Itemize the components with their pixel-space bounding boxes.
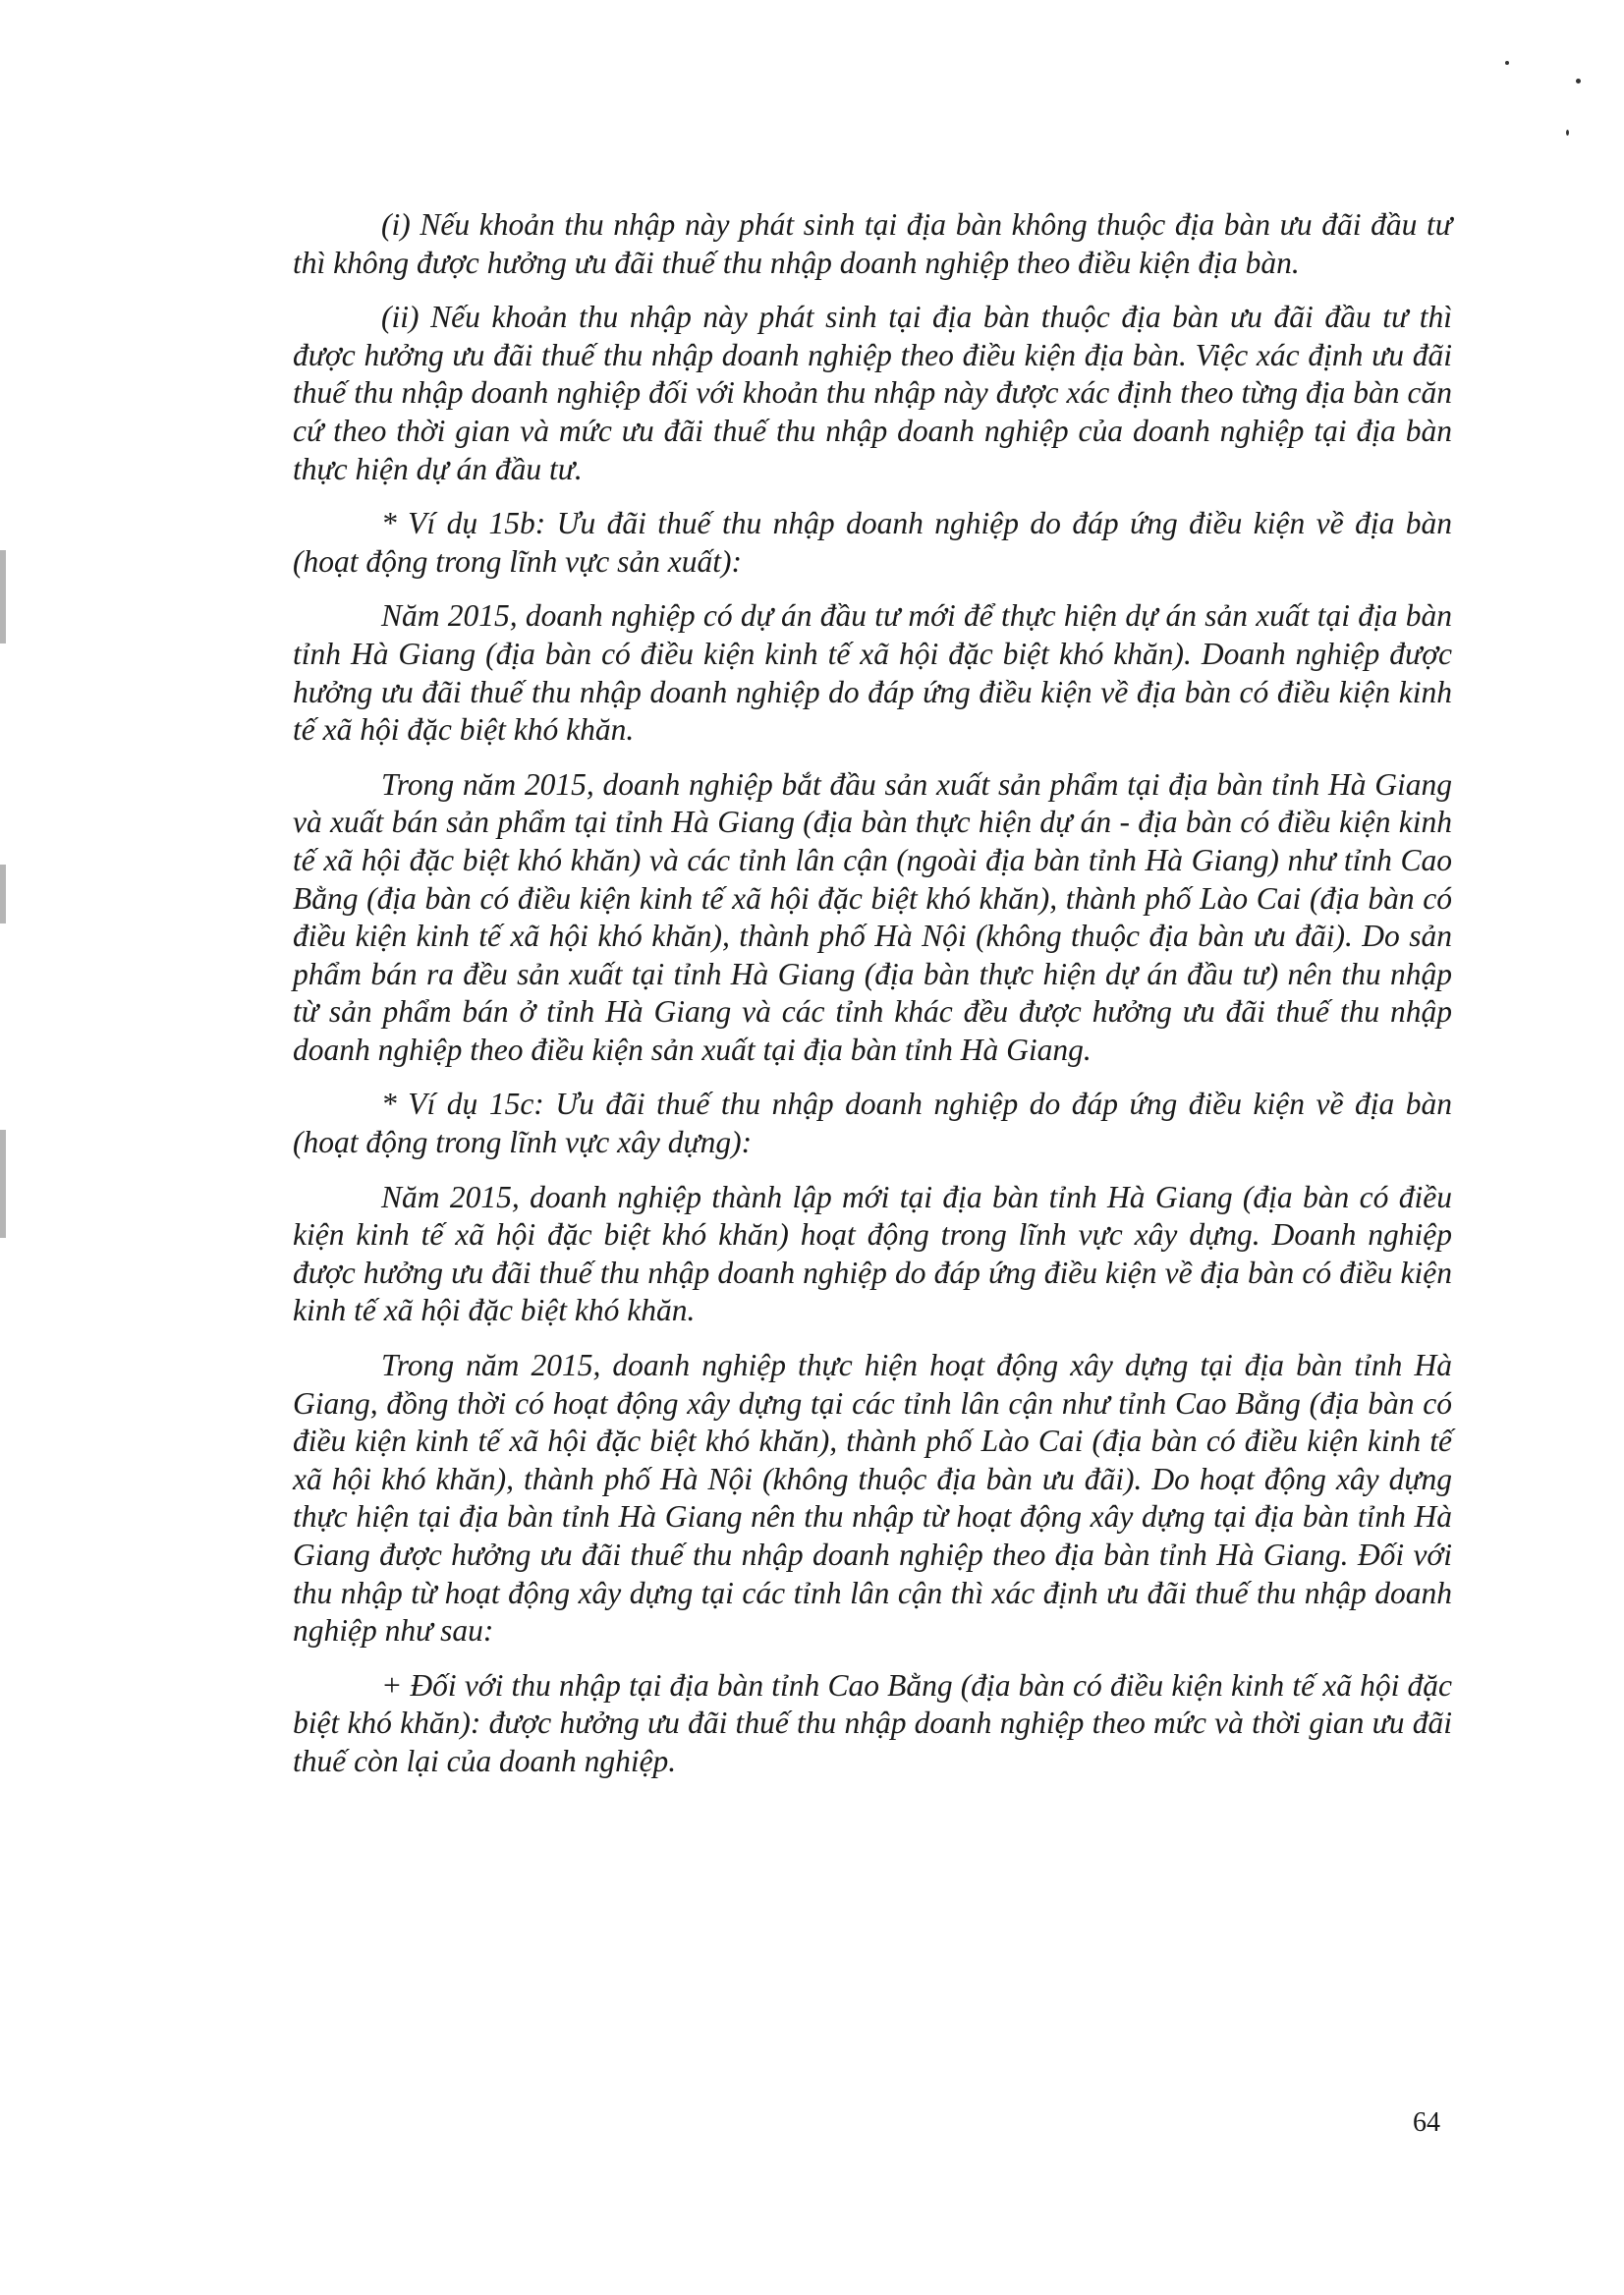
paragraph-example-15c-title: * Ví dụ 15c: Ưu đãi thuế thu nhập doanh nghiệp do đáp ứng điều kiện về địa bàn (hoạt động trong lĩnh vực xây dựng): [293, 1087, 1452, 1160]
scan-edge-mark [0, 865, 6, 924]
paragraph-example-15b-intro: Năm 2015, doanh nghiệp có dự án đầu tư mới để thực hiện dự án sản xuất tại địa bàn tỉnh Hà Giang (địa bàn có điều kiện kinh tế xã hội đặc biệt khó khăn). Doanh nghiệp được hưởng ưu đãi thuế thu nhập doanh nghiệp do đáp ứng điều kiện về địa bàn có điều kiện kinh tế xã hội đặc biệt khó khăn. [293, 598, 1452, 748]
scan-speck [1505, 61, 1509, 65]
paragraph-cao-bang-item: + Đối với thu nhập tại địa bàn tỉnh Cao Bằng (địa bàn có điều kiện kinh tế xã hội đặc biệt khó khăn): được hưởng ưu đãi thuế thu nhập doanh nghiệp theo mức và thời gian ưu đãi thuế còn lại của doanh nghiệp. [293, 1667, 1452, 1778]
scan-speck [1566, 130, 1569, 136]
paragraph-condition-i: (i) Nếu khoản thu nhập này phát sinh tại địa bàn không thuộc địa bàn ưu đãi đầu tư thì không được hưởng ưu đãi thuế thu nhập doanh nghiệp theo điều kiện địa bàn. [293, 207, 1452, 280]
paragraph-example-15b-title: * Ví dụ 15b: Ưu đãi thuế thu nhập doanh nghiệp do đáp ứng điều kiện về địa bàn (hoạt động trong lĩnh vực sản xuất): [293, 506, 1452, 579]
paragraph-example-15c-detail: Trong năm 2015, doanh nghiệp thực hiện hoạt động xây dựng tại địa bàn tỉnh Hà Giang, đồng thời có hoạt động xây dựng tại các tỉnh lân cận như tỉnh Cao Bằng (địa bàn có điều kiện kinh tế xã hội đặc biệt khó khăn), thành phố Lào Cai (địa bàn có điều kiện kinh tế xã hội khó khăn), thành phố Hà Nội (không thuộc địa bàn ưu đãi). Do hoạt động xây dựng thực hiện tại địa bàn tỉnh Hà Giang nên thu nhập từ hoạt động xây dựng tại địa bàn tỉnh Hà Giang được hưởng ưu đãi thuế thu nhập doanh nghiệp theo địa bàn tỉnh Hà Giang. Đối với thu nhập từ hoạt động xây dựng tại các tỉnh lân cận thì xác định ưu đãi thuế thu nhập doanh nghiệp như sau: [293, 1348, 1452, 1649]
scan-edge-mark [0, 1130, 6, 1238]
page-number: 64 [1413, 2107, 1440, 2138]
document-body [293, 206, 1452, 1798]
scan-speck [1576, 79, 1581, 84]
paragraph-example-15b-detail: Trong năm 2015, doanh nghiệp bắt đầu sản xuất sản phẩm tại địa bàn tỉnh Hà Giang và xuất bán sản phẩm tại tỉnh Hà Giang (địa bàn thực hiện dự án - địa bàn có điều kiện kinh tế xã hội đặc biệt khó khăn) và các tỉnh lân cận (ngoài địa bàn tỉnh Hà Giang) như tỉnh Cao Bằng (địa bàn có điều kiện kinh tế xã hội đặc biệt khó khăn), thành phố Lào Cai (địa bàn có điều kiện kinh tế xã hội khó khăn), thành phố Hà Nội (không thuộc địa bàn ưu đãi). Do sản phẩm bán ra đều sản xuất tại tỉnh Hà Giang (địa bàn thực hiện dự án đầu tư) nên thu nhập từ sản phẩm bán ở tỉnh Hà Giang và các tỉnh khác đều được hưởng ưu đãi thuế thu nhập doanh nghiệp theo điều kiện sản xuất tại địa bàn tỉnh Hà Giang. [293, 766, 1452, 1067]
paragraph-condition-ii: (ii) Nếu khoản thu nhập này phát sinh tại địa bàn thuộc địa bàn ưu đãi đầu tư thì được hưởng ưu đãi thuế thu nhập doanh nghiệp theo điều kiện địa bàn. Việc xác định ưu đãi thuế thu nhập doanh nghiệp đối với khoản thu nhập này được xác định theo từng địa bàn căn cứ theo thời gian và mức ưu đãi thuế thu nhập doanh nghiệp của doanh nghiệp tại địa bàn thực hiện dự án đầu tư. [293, 300, 1452, 486]
scan-edge-mark [0, 550, 6, 644]
paragraph-example-15c-intro: Năm 2015, doanh nghiệp thành lập mới tại địa bàn tỉnh Hà Giang (địa bàn có điều kiện kinh tế xã hội đặc biệt khó khăn) hoạt động trong lĩnh vực xây dựng. Doanh nghiệp được hưởng ưu đãi thuế thu nhập doanh nghiệp do đáp ứng điều kiện về địa bàn có điều kiện kinh tế xã hội đặc biệt khó khăn. [293, 1179, 1452, 1328]
